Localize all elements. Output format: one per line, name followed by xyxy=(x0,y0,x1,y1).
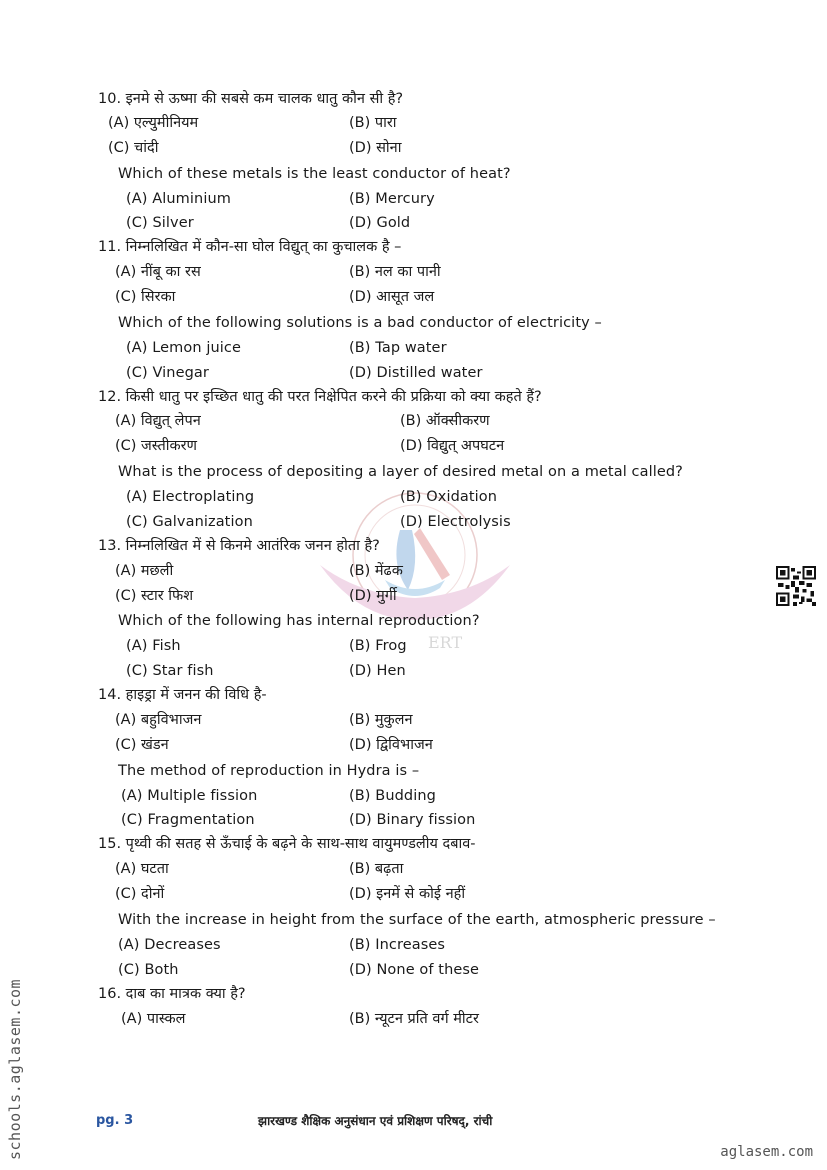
q10-en-option-b: (B) Mercury xyxy=(349,191,435,207)
question-16-hindi: 16. दाब का मात्रक क्या है? xyxy=(98,986,246,1002)
q13-en-option-d: (D) Hen xyxy=(349,663,406,679)
question-10-english: Which of these metals is the least conductor of heat? xyxy=(118,166,511,182)
q15-hi-option-c: (C) दोनों xyxy=(115,886,165,902)
question-13-english: Which of the following has internal reproduction? xyxy=(118,613,480,629)
question-13-hindi: 13. निम्नलिखित में से किनमे आतंरिक जनन होता है? xyxy=(98,538,380,554)
q11-en-option-d: (D) Distilled water xyxy=(349,365,483,381)
q14-en-option-b: (B) Budding xyxy=(349,788,436,804)
q15-en-option-d: (D) None of these xyxy=(349,962,480,978)
q11-hi-option-d: (D) आसूत जल xyxy=(349,289,435,305)
question-12-hindi: 12. किसी धातु पर इच्छित धातु की परत निक्षेपित करने की प्रक्रिया को क्या कहते हैं? xyxy=(98,389,542,405)
q10-hi-option-c: (C) चांदी xyxy=(108,140,159,156)
q12-en-option-b: (B) Oxidation xyxy=(400,489,498,505)
q12-hi-option-c: (C) जस्तीकरण xyxy=(115,438,198,454)
q12-hi-option-d: (D) विद्युत् अपघटन xyxy=(400,438,505,454)
q10-en-option-d: (D) Gold xyxy=(349,215,411,231)
q16-hi-option-b: (B) न्यूटन प्रति वर्ग मीटर xyxy=(349,1011,479,1027)
q10-hi-option-d: (D) सोना xyxy=(349,140,402,156)
seal-text: ERT xyxy=(428,633,463,652)
q14-hi-option-b: (B) मुकुलन xyxy=(349,712,413,728)
q15-en-option-c: (C) Both xyxy=(118,962,179,978)
q14-hi-option-a: (A) बहुविभाजन xyxy=(115,712,202,728)
q16-hi-option-a: (A) पास्कल xyxy=(121,1011,186,1027)
q13-hi-option-d: (D) मुर्गी xyxy=(349,588,397,604)
question-14-hindi: 14. हाइड्रा में जनन की विधि है- xyxy=(98,687,267,703)
q10-hi-option-a: (A) एल्युमीनियम xyxy=(108,115,199,131)
q12-en-option-d: (D) Electrolysis xyxy=(400,514,511,530)
q12-hi-option-a: (A) विद्युत् लेपन xyxy=(115,413,201,429)
q13-en-option-a: (A) Fish xyxy=(126,638,181,654)
footer-organization: झारखण्ड शैक्षिक अनुसंधान एवं प्रशिक्षण परिषद्, रांची xyxy=(258,1114,493,1128)
q11-hi-option-a: (A) नींबू का रस xyxy=(115,264,201,280)
q13-en-option-c: (C) Star fish xyxy=(126,663,214,679)
question-15-hindi: 15. पृथ्वी की सतह से ऊँचाई के बढ़ने के साथ-साथ वायुमण्डलीय दबाव- xyxy=(98,836,476,852)
q14-en-option-a: (A) Multiple fission xyxy=(121,788,258,804)
question-15-english: With the increase in height from the surface of the earth, atmospheric pressure – xyxy=(118,912,716,928)
q11-hi-option-b: (B) नल का पानी xyxy=(349,264,441,280)
q10-en-option-a: (A) Aluminium xyxy=(126,191,231,207)
question-14-english: The method of reproduction in Hydra is – xyxy=(118,763,420,779)
q15-en-option-a: (A) Decreases xyxy=(118,937,221,953)
question-10-hindi: 10. इनमे से ऊष्मा की सबसे कम चालक धातु कौन सी है? xyxy=(98,91,404,107)
q11-en-option-a: (A) Lemon juice xyxy=(126,340,242,356)
q15-hi-option-b: (B) बढ़ता xyxy=(349,861,404,877)
bottom-watermark-link[interactable]: aglasem.com xyxy=(720,1144,813,1160)
question-12-english: What is the process of depositing a layer of desired metal on a metal called? xyxy=(118,464,683,480)
q15-en-option-b: (B) Increases xyxy=(349,937,446,953)
q13-en-option-b: (B) Frog xyxy=(349,638,407,654)
q10-hi-option-b: (B) पारा xyxy=(349,115,397,131)
question-11-english: Which of the following solutions is a bad conductor of electricity – xyxy=(118,315,602,331)
page-number: pg. 3 xyxy=(96,1113,134,1128)
q11-en-option-c: (C) Vinegar xyxy=(126,365,209,381)
q12-en-option-a: (A) Electroplating xyxy=(126,489,255,505)
q15-hi-option-a: (A) घटता xyxy=(115,861,169,877)
question-11-hindi: 11. निम्नलिखित में कौन-सा घोल विद्युत् का कुचालक है – xyxy=(98,239,402,255)
q14-en-option-c: (C) Fragmentation xyxy=(121,812,255,828)
q14-hi-option-c: (C) खंडन xyxy=(115,737,169,753)
qr-code-icon[interactable] xyxy=(775,566,817,606)
q14-en-option-d: (D) Binary fission xyxy=(349,812,476,828)
q12-hi-option-b: (B) ऑक्सीकरण xyxy=(400,413,490,429)
q15-hi-option-d: (D) इनमें से कोई नहीं xyxy=(349,886,466,902)
q11-hi-option-c: (C) सिरका xyxy=(115,289,176,305)
q14-hi-option-d: (D) द्विविभाजन xyxy=(349,737,433,753)
q13-hi-option-a: (A) मछली xyxy=(115,563,174,579)
q10-en-option-c: (C) Silver xyxy=(126,215,194,231)
q12-en-option-c: (C) Galvanization xyxy=(126,514,253,530)
q13-hi-option-c: (C) स्टार फिश xyxy=(115,588,194,604)
q11-en-option-b: (B) Tap water xyxy=(349,340,447,356)
q13-hi-option-b: (B) मेंढक xyxy=(349,563,403,579)
side-watermark-link[interactable]: schools.aglasem.com xyxy=(6,978,24,1160)
